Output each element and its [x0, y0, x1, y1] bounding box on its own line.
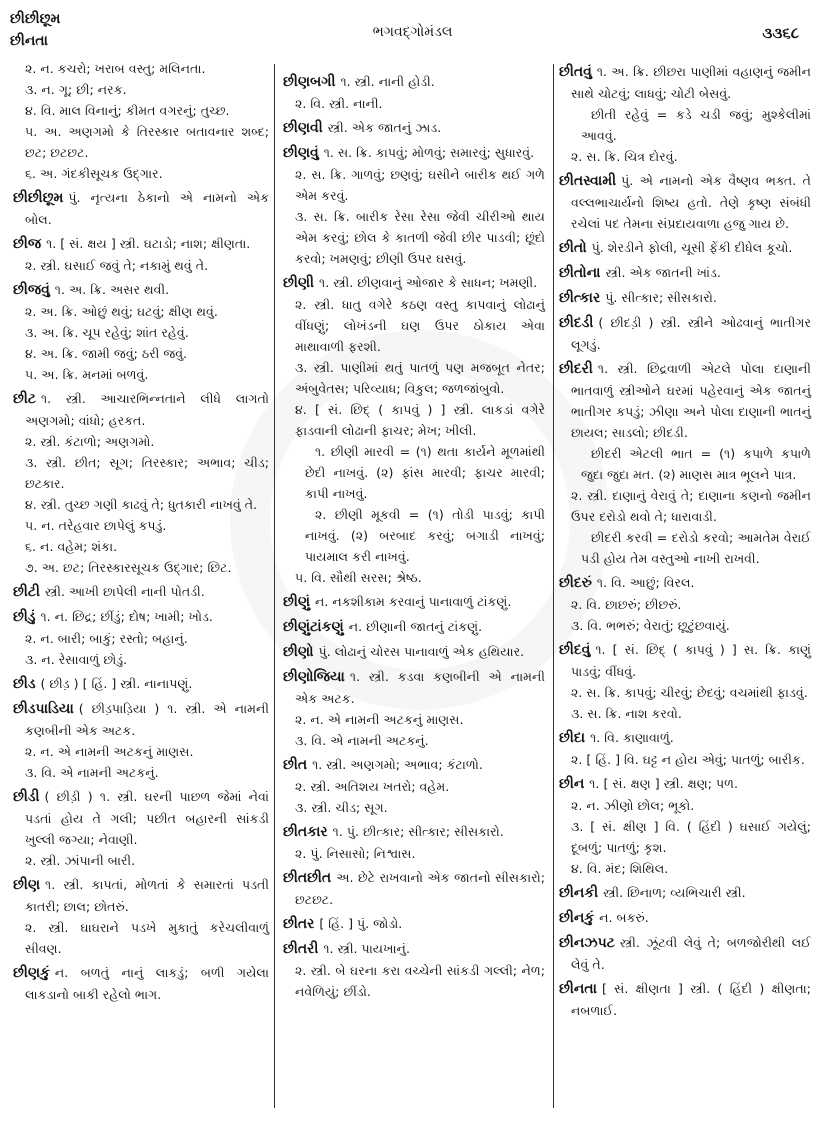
definition-text: ૨. [ હિં. ] વિ. ઘટ્ટ ન હોય એવું; પાતળું; બારીક. [571, 752, 805, 767]
dictionary-entry [283, 938, 545, 960]
headword: છીત [283, 757, 308, 773]
definition-text: ૧. સ્ત્રી. કાપતાં, મોળતાં કે સમારતાં પડતી કાતરી; છાલ; છોતરું. [25, 877, 269, 914]
entry-sense [283, 93, 545, 114]
entry-sense [559, 816, 811, 858]
definition-text: ૨. સ. ક્રિ. કાપવું; ચીરવું; છેદવું; વચમાંથી ફાડવું. [571, 685, 808, 700]
definition-text: ૩. સ્ત્રી. છીત; સૂગ; તિરસ્કાર; અભાવ; ચીડ; છટકાર. [25, 455, 269, 491]
headword: છીનતા [559, 981, 597, 997]
entry-sense [13, 79, 269, 100]
headword: છીણકું [13, 965, 50, 981]
headword: છીતછીત [283, 870, 332, 886]
entry-sense [13, 121, 269, 163]
definition-text: ૨. સ્ત્રી. ઘાઘરાને પડખે મુકાતું કરેચલીવાળું સીવણ. [25, 920, 269, 956]
entry-sense [283, 843, 545, 864]
dictionary-entry [283, 867, 545, 910]
definition-text: ૧. [ સં. છિદ્ ( કાપવું ) ] સ. ક્રિ. કાણું પાડવું; વીંધવું. [571, 642, 811, 679]
entry-sense [13, 58, 269, 79]
dictionary-entry [559, 237, 811, 259]
dictionary-entry [559, 358, 811, 443]
dictionary-entry [13, 606, 269, 628]
definition-text: ૫. વિ. સૌથી સરસ; શ્રેષ્ઠ. [295, 570, 422, 585]
dictionary-entry [559, 932, 811, 975]
definition-text: ૫. ન. તરેહવાર છાપેલું કપડું. [25, 518, 167, 533]
dictionary-entry [283, 272, 545, 294]
headword: છીન [559, 776, 585, 792]
definition-text: ૧. સ્ત્રી. કડવા કણબીની એ નામની એક અટક. [295, 669, 545, 706]
dictionary-entry [559, 727, 811, 749]
headword: છીનકી [559, 885, 599, 901]
definition-text: પું. શેરડીને ફોલી, ચૂસી ફેંકી દીધેલ કૂચો. [591, 240, 793, 255]
definition-text: ૩. ન. ગૂ; છી; નરક. [25, 82, 127, 97]
dictionary-entry [283, 821, 545, 843]
definition-text: ૩. વિ. ભભરું; વેરાતું; છૂટુંછવાયું. [571, 618, 730, 633]
headword: છીતકાર [283, 824, 328, 840]
entry-sense [13, 364, 269, 385]
definition-text: ન. નકશીકામ કરવાનું પાનાવાળું ટાંકણું. [315, 594, 512, 609]
headword: છીનઝપટ [559, 935, 615, 951]
definition-text: [ હિં. ] પું. જોડો. [319, 916, 403, 931]
entry-sense [283, 960, 545, 1002]
headword: છીતરી [283, 941, 319, 957]
dictionary-entry [559, 170, 811, 234]
entry-sense [13, 301, 269, 322]
entry-sense [283, 357, 545, 399]
entry-sense [13, 850, 269, 871]
idiom-example [559, 527, 811, 569]
entry-sense [559, 146, 811, 167]
definition-text: ૨. ન. ઝીણો છોલ; ભૂકો. [571, 798, 695, 813]
definition-text: ( છીદડ઼ી ) સ્ત્રી. સ્ત્રીને ઓઢવાનું ભાતીગર લૂગડું. [571, 315, 811, 352]
definition-text: ૩. [ સં. ક્ષીણ ] વિ. ( હિંદી ) ઘસાઈ ગયેલું; દૂબળું; પાતળું; કૃશ. [571, 819, 811, 855]
definition-text: ૨. વિ. સ્ત્રી. નાની. [295, 96, 383, 111]
definition-text: ૨. સ્ત્રી. કંટાળો; અણગમો. [25, 434, 155, 449]
definition-text: ૧. સ્ત્રી. અણગમો; અભાવ; કંટાળો. [312, 757, 483, 772]
dictionary-entry [559, 572, 811, 594]
entry-sense [13, 536, 269, 557]
definition-text: અ. છેટે રાખવાનો એક જાતનો સીસકારો; છટછટ. [295, 870, 545, 907]
column-left [8, 58, 274, 1118]
entry-sense [13, 515, 269, 536]
headword: છીટ [13, 391, 36, 407]
headword: છીદરી [559, 361, 593, 377]
column-right [554, 58, 816, 1118]
definition-text: સ્ત્રી. એક જાતનું ઝાડ. [327, 120, 442, 135]
headword: છીટી [13, 584, 40, 600]
definition-text: પું. લોઢાનું ચોરસ પાનાવાળું એક હથિયાર. [318, 644, 525, 659]
entry-sense [283, 294, 545, 357]
definition-text: ન. છીણાની જાતનું ટાંકણું. [348, 619, 483, 634]
definition-text: છીદરી કરવી = દરોડો કરવો; આમતેમ વેરાઈ પડી હોય તેમ વસ્તુઓ નાખી રાખવી. [581, 530, 811, 566]
definition-text: પું. એ નામનો એક વૈષ્ણવ ભક્ત. તે વલ્લભાચાર્યનો શિષ્ય હતો. તેણે કૃષ્ણ સંબંધી રચેલાં પદ તેમના સંપ્રદાયવાળા હજુ ગાય છે. [571, 173, 811, 231]
headword: છીણું [283, 594, 311, 610]
headword: છીતસ્વામી [559, 173, 617, 189]
definition-text: ૨. સ્ત્રી. ઘસાઈ જવું તે; નકામું થવું તે. [25, 258, 209, 273]
entry-sense [13, 163, 269, 184]
definition-text: ૧. સ્ત્રી. આચારભિન્નતાને લીધે લાગતો અણગમો; વાંધો; હરકત. [25, 391, 269, 428]
definition-text: ૪. સ્ત્રી. તુચ્છ ગણી કાઢવું તે; ધુતકારી નાખવું તે. [25, 497, 258, 512]
definition-text: ૨. છીણી મૂકવી = (૧) તોડી પાડવું; કાપી નાખવું. (૨) બરબાદ કરવું; બગાડી નાખવું; પાયમાલ કરી નાખવું. [305, 507, 545, 564]
definition-text: ૪. [ સં. છિદ્ ( કાપવું ) ] સ્ત્રી. લાકડાં વગેરે ફાડવાની લોઢાની ફાચર; મેખ; ખીલી. [295, 402, 545, 438]
entry-sense [13, 343, 269, 364]
definition-text: ૧. અ. ક્રિ. અસર થવી. [54, 282, 170, 297]
definition-text: ૨. સ્ત્રી. દાણાનું વેરાવું તે; દાણાના કણનો જમીન ઉપર દરોડો થવો તે; ધારાવાડી. [571, 488, 811, 524]
definition-text: ૩. સ. ક્રિ. નાશ કરવો. [571, 706, 682, 721]
entry-sense [283, 567, 545, 588]
definition-text: ન. બકરું. [599, 910, 649, 925]
definition-text: ૨. વિ. છાછરું; છીછરું. [571, 597, 682, 612]
definition-text: ૫. અ. ક્રિ. મનમાં બળવું. [25, 367, 149, 382]
entry-sense [13, 649, 269, 670]
definition-text: ૧. સ્ત્રી. નાની હોડી. [340, 74, 435, 89]
headword: છીણવી [283, 120, 323, 136]
definition-text: ૩. ન. રેસાવાળું છોડું. [25, 652, 128, 667]
headword: છીનકું [559, 910, 595, 926]
definition-text: ૨. ન. બારી; બાકું; રસ્તો; બહાનું. [25, 631, 188, 646]
entry-sense [559, 682, 811, 703]
entry-sense [13, 762, 269, 783]
entry-sense [13, 255, 269, 276]
headword: છીણબગી [283, 74, 336, 90]
definition-text: સ્ત્રી. છિનાળ; વ્યભિચારી સ્ત્રી. [603, 885, 746, 900]
definition-text: ૩. સ્ત્રી. પાણીમાં થતું પાતળું પણ મજબૂત નેતર; અંબુવેતસ; પરિવ્યાધ; વિકુલ; જળજાંબુવો. [295, 360, 545, 396]
entry-sense [13, 741, 269, 762]
entry-sense [13, 557, 269, 578]
definition-text: ( છીડ઼પાડ઼િયા ) ૧. સ્ત્રી. એ નામની કણબીની એક અટક. [25, 701, 269, 738]
definition-text: ૩. વિ. એ નામની અટકનું. [295, 733, 429, 748]
entry-sense [283, 730, 545, 751]
entry-sense [559, 858, 811, 879]
dictionary-entry [13, 874, 269, 917]
dictionary-entry [559, 907, 811, 929]
definition-text: ૪. વિ. મંદ; શિથિલ. [571, 861, 669, 876]
headword: છીડું [13, 609, 36, 625]
entry-sense [283, 206, 545, 269]
dictionary-entry [559, 287, 811, 309]
page-number: ૩૩૬૮ [762, 24, 799, 42]
dictionary-entry [13, 698, 269, 741]
idiom-example [559, 104, 811, 146]
dictionary-entry [283, 754, 545, 776]
definition-text: ૬. અ. ગંદકીસૂચક ઉદ્ગાર. [25, 166, 163, 181]
dictionary-entry [13, 233, 269, 255]
dictionary-entry [283, 71, 545, 93]
headword: છીજ [13, 236, 42, 252]
column-middle [274, 64, 554, 1108]
definition-text: ( છીડ઼ી ) ૧. સ્ત્રી. ઘરની પાછળ જેમાં નેવાં પડતાં હોય તે ગલી; પછીત બહારની સાંકડી ખુલ્લી જગ્યા; નેવાણી. [25, 789, 269, 847]
headword: છીદા [559, 730, 586, 746]
entry-sense [13, 431, 269, 452]
definition-text: ૪. અ. ક્રિ. જામી જવું; ઠરી જવું. [25, 346, 188, 361]
entry-sense [13, 100, 269, 121]
definition-text: ૧. [ સં. ક્ષય ] સ્ત્રી. ઘટાડો; નાશ; ક્ષીણતા. [46, 236, 251, 251]
dictionary-entry [283, 117, 545, 139]
entry-sense [13, 917, 269, 959]
entry-sense [559, 703, 811, 724]
definition-text: સ્ત્રી. આખી છાપેલી નાની પોતડી. [44, 584, 205, 599]
entry-sense [283, 164, 545, 206]
definition-text: છીદરી એટલી ભાત = (૧) કપાળે કપાળે જુદા જુદા મત. (૨) માણસ માત્ર ભૂલને પાત્ર. [581, 446, 811, 482]
headword: છીતવું [559, 64, 592, 80]
definition-text: ૩. સ. ક્રિ. બારીક રેસા રેસા જેવી ચીરીઓ થાય એમ કરવું; છોલ કે કાતળી જેવી છીર પાડવી; છૂંદો કરવો; ખમણવું; છીણી ઉપર ઘસવું. [295, 209, 545, 266]
entry-sense [13, 494, 269, 515]
guide-word-last: છીનતા [10, 33, 48, 49]
entry-sense [13, 322, 269, 343]
dictionary-entry [283, 591, 545, 613]
definition-text: ૧. [ સં. ક્ષણ ] સ્ત્રી. ક્ષણ; પળ. [589, 776, 738, 791]
headword: છીડપાડિયા [13, 701, 74, 717]
definition-text: ૧. સ્ત્રી. છિદ્રવાળી એટલે પોલા દાણાની ભાતવાળું સ્ત્રીઓને ઘરમાં પહેરવાનું એક જાતનું ભાતીગર કપડું; ઝીણા અને પોલા દાણાની ભાતનું છાયલ; સાડલો; છીદડી. [571, 361, 811, 440]
definition-text: ૨. ન. કચરો; ખરાબ વસ્તુ; મલિનતા. [25, 61, 206, 76]
definition-text: [ સં. ક્ષીણતા ] સ્ત્રી. ( હિંદી ) ક્ષીણતા; નબળાઈ. [571, 981, 811, 1018]
definition-text: ૧. અ. ક્રિ. છીછરા પાણીમાં વહાણનું જમીન સાથે ચોટવું; લાધવું; ચોટી બેસવું. [571, 64, 811, 101]
definition-text: ૩. અ. ક્રિ. ચૂપ રહેવું; શાંત રહેવું. [25, 325, 189, 340]
headword: છીછીછૂમ [13, 190, 64, 206]
definition-text: ૨. ન. એ નામની અટકનું માણસ. [25, 744, 194, 759]
definition-text: છીતી રહેવું = કડે ચડી જવું; મુશ્કેલીમાં આવવું. [581, 107, 811, 143]
entry-sense [13, 452, 269, 494]
entry-sense [559, 749, 811, 770]
definition-text: ૨. સ્ત્રી. બે ઘરના કરા વચ્ચેની સાંકડી ગલ્લી; નેળ; નવેળિયું; છીંડો. [295, 963, 545, 999]
entry-sense [283, 399, 545, 441]
definition-text: ૩. સ્ત્રી. ચીડ; સૂગ. [295, 800, 388, 815]
definition-text: ૨. સ. ક્રિ. ચિત્ર દોરવું. [571, 149, 678, 164]
definition-text: ન. બળતું નાનું લાકડું; બળી ગયેલા લાકડાનો બાકી રહેલો ભાગ. [25, 965, 269, 1002]
definition-text: ૭. અ. છટ; તિરસ્કારસૂચક ઉદ્ગાર; છિટ. [25, 560, 232, 575]
dictionary-entry [283, 913, 545, 935]
definition-text: ૧. વિ. કાણાવાળું. [590, 730, 674, 745]
dictionary-entry [13, 581, 269, 603]
dictionary-entry [559, 773, 811, 795]
definition-text: પું. નૃત્યના ઠેકાનો એ નામનો એક બોલ. [25, 190, 269, 227]
dictionary-entry [13, 388, 269, 431]
definition-text: ૧. સ્ત્રી. પાયખાનું. [323, 941, 410, 956]
entry-sense [283, 797, 545, 818]
headword: છીણ [13, 877, 41, 893]
entry-sense [283, 776, 545, 797]
definition-text: ૨. સ્ત્રી. ઝાંપાની બારી. [25, 853, 136, 868]
dictionary-entry [13, 673, 269, 695]
dictionary-entry [559, 639, 811, 682]
headword: છીણો [283, 644, 314, 660]
entry-sense [559, 594, 811, 615]
definition-text: ૧. સ. ક્રિ. કાપવું; મોળવું; સમારવું; સુધારવું. [323, 145, 535, 160]
definition-text: ૧. છીણી મારવી = (૧) થતા કાર્યને મૂળમાંથી છેદી નાખવું. (૨) ફાંસ મારવી; ફાચર મારવી; કાપી નાખવું. [305, 444, 545, 501]
definition-text: ૫. અ. અણગમો કે તિરસ્કાર બતાવનાર શબ્દ; છટ; છટછટ. [25, 124, 269, 160]
headword: છીડ [13, 676, 36, 692]
dictionary-entry [13, 962, 269, 1005]
headword: છીણુંટાંકણું [283, 619, 344, 635]
dictionary-entry [13, 786, 269, 850]
definition-text: ( છીડ઼ ) [ હિં. ] સ્ત્રી. નાનાપણું. [40, 676, 193, 691]
dictionary-entry [283, 616, 545, 638]
definition-text: ૨. સ. ક્રિ. ગાળવું; છણવું; ઘસીને બારીક થઈ ગળે એમ કરવું. [295, 167, 545, 203]
definition-text: ૧. ન. છિદ્ર; છીંડું; દોષ; ખામી; ખોડ. [40, 609, 213, 624]
dictionary-entry [559, 312, 811, 355]
headword: છીડી [13, 789, 40, 805]
dictionary-entry [13, 187, 269, 230]
headword: છીતર [283, 916, 315, 932]
definition-text: ૬. ન. વહેમ; શંકા. [25, 539, 118, 554]
idiom-example [283, 441, 545, 504]
dictionary-entry [559, 61, 811, 104]
headword: છીજવું [13, 282, 50, 298]
dictionary-columns [8, 58, 816, 1118]
definition-text: ૨. પું. નિસાસો; નિશ્વાસ. [295, 846, 416, 861]
dictionary-entry [283, 666, 545, 709]
idiom-example [559, 443, 811, 485]
definition-text: ૧. પું. છીત્કાર; સીત્કાર; સીસકારો. [332, 824, 504, 839]
headword: છીદરું [559, 575, 592, 591]
definition-text: સ્ત્રી. એક જાતની ખાંડ. [605, 265, 721, 280]
definition-text: ૩. વિ. એ નામની અટકનું. [25, 765, 159, 780]
dictionary-entry [559, 978, 811, 1021]
dictionary-entry [283, 641, 545, 663]
headword: છીતો [559, 240, 587, 256]
entry-sense [559, 795, 811, 816]
dictionary-entry [283, 142, 545, 164]
entry-sense [13, 628, 269, 649]
idiom-example [283, 504, 545, 567]
definition-text: ૨. સ્ત્રી. ધાતુ વગેરે કઠણ વસ્તુ કાપવાનું લોઢાનું વીંધણું; લોખંડની ઘણ ઉપર ઠોકાય એવા માથાવાળી ફરશી. [295, 297, 545, 354]
definition-text: ૨. ન. એ નામની અટકનું માણસ. [295, 712, 464, 727]
headword: છીણોજિયા [283, 669, 345, 685]
definition-text: સ્ત્રી. ઝૂંટવી લેવું તે; બળજોરીથી લઈ લેવું તે. [571, 935, 811, 972]
guide-word-first: છીછીછૂમ [10, 11, 61, 27]
headword: છીતોના [559, 265, 601, 281]
running-title: ભગવદ્ગોમંડલ [372, 24, 453, 40]
entry-sense [559, 485, 811, 527]
dictionary-entry [13, 279, 269, 301]
headword: છીત્કાર [559, 290, 601, 306]
entry-sense [283, 709, 545, 730]
entry-sense [559, 615, 811, 636]
definition-text: પું. સીત્કાર; સીસકારો. [605, 290, 717, 305]
definition-text: ૧. વિ. આછું; વિરલ. [596, 575, 695, 590]
definition-text: ૨. અ. ક્રિ. ઓછું થવું; ઘટવું; ક્ષીણ થવું. [25, 304, 218, 319]
definition-text: ૧. સ્ત્રી. છીણવાનું ઓજાર કે સાધન; ખમણી. [319, 275, 538, 290]
dictionary-entry [559, 882, 811, 904]
definition-text: ૪. વિ. માલ વિનાનું; કીમત વગરનું; તુચ્છ. [25, 103, 230, 118]
headword: છીદડી [559, 315, 594, 331]
dictionary-entry [559, 262, 811, 284]
headword: છીદવું [559, 642, 591, 658]
headword: છીણવું [283, 145, 319, 161]
definition-text: ૨. સ્ત્રી. અતિશય ખતરો; વહેમ. [295, 779, 450, 794]
headword: છીણી [283, 275, 315, 291]
